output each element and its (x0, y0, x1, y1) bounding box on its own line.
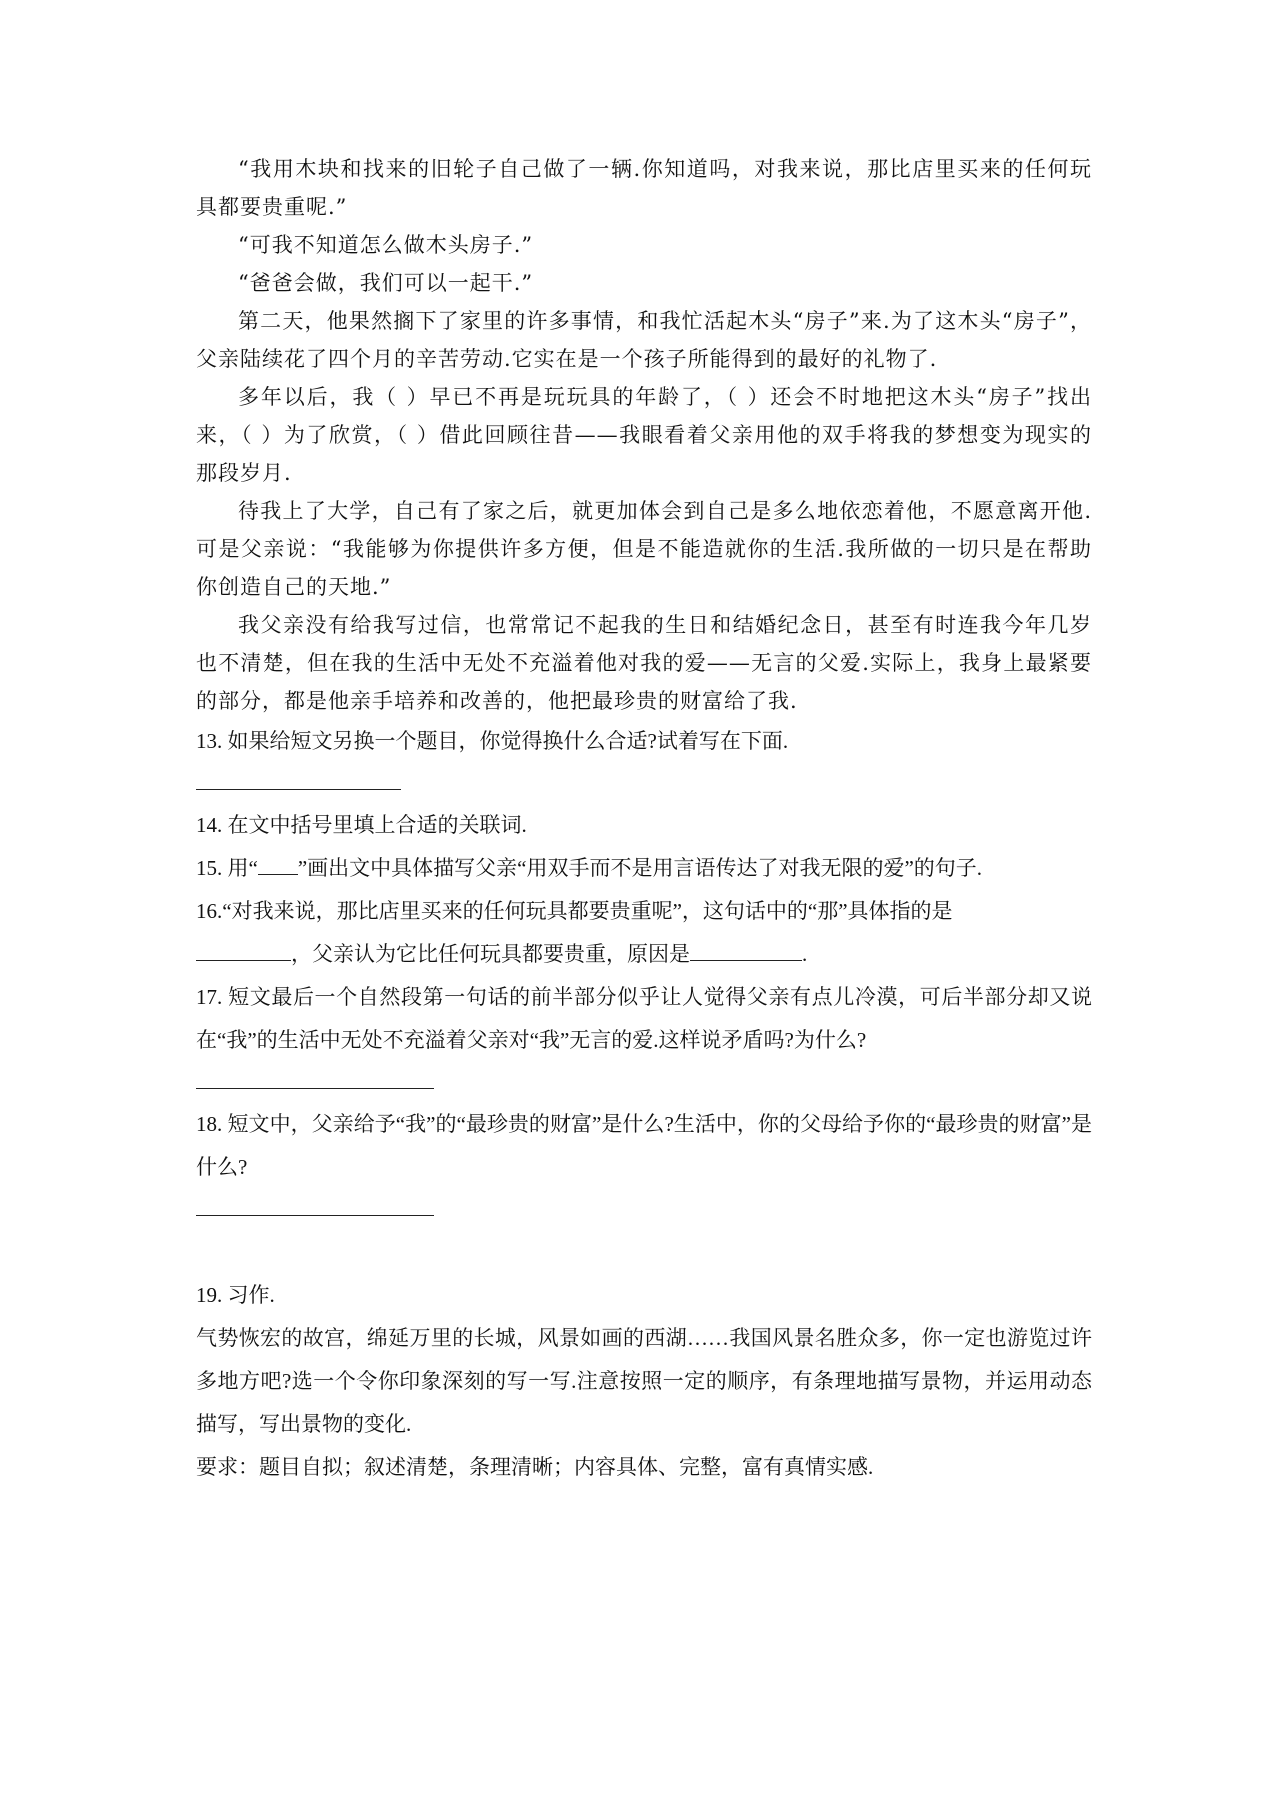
passage-paragraph-1: “我用木块和找来的旧轮子自己做了一辆.你知道吗，对我来说，那比店里买来的任何玩具都要贵重呢.” (196, 157, 1092, 219)
question-17: 17. 短文最后一个自然段第一句话的前半部分似乎让人觉得父亲有点儿冷漠，可后半部分却又说在“我”的生活中无处不充溢着父亲对“我”无言的爱.这样说矛盾吗?为什么? (196, 985, 1092, 1052)
answer-line-17[interactable] (196, 1066, 434, 1089)
question-13: 13. 如果给短文另换一个题目，你觉得换什么合适?试着写在下面. (196, 729, 789, 753)
question-15-part-b: ”画出文中具体描写父亲“用双手而不是用言语传达了对我无限的爱”的句子. (297, 856, 983, 880)
question-16-part-c: . (802, 942, 808, 966)
underline-sample (258, 853, 298, 875)
question-19-requirements: 要求：题目自拟；叙述清楚，条理清晰；内容具体、完整，富有真情实感. (196, 1455, 874, 1479)
passage-paragraph-2: “可我不知道怎么做木头房子.” (238, 233, 534, 257)
question-16-part-b: ，父亲认为它比任何玩具都要贵重，原因是 (291, 942, 690, 966)
question-14: 14. 在文中括号里填上合适的关联词. (196, 813, 527, 837)
spacer (196, 1230, 1092, 1274)
question-18: 18. 短文中，父亲给予“我”的“最珍贵的财富”是什么?生活中，你的父母给予你的“最珍贵的财富”是什么? (196, 1112, 1092, 1179)
answer-line-18[interactable] (196, 1193, 434, 1216)
question-15 (196, 847, 1092, 890)
question-16-part-a: 16.“对我来说，那比店里买来的任何玩具都要贵重呢”，这句话中的“那”具体指的是 (196, 899, 953, 923)
answer-blank-16-1[interactable] (196, 939, 291, 961)
passage-paragraph-6: 待我上了大学，自己有了家之后，就更加体会到自己是多么地依恋着他，不愿意离开他.可是父亲说：“我能够为你提供许多方便，但是不能造就你的生活.我所做的一切只是在帮助你创造自己的天地.” (196, 499, 1092, 599)
passage-paragraph-4: 第二天，他果然搁下了家里的许多事情，和我忙活起木头“房子”来.为了这木头“房子”，父亲陆续花了四个月的辛苦劳动.它实在是一个孩子所能得到的最好的礼物了. (196, 309, 1092, 371)
passage-paragraph-7: 我父亲没有给我写过信，也常常记不起我的生日和结婚纪念日，甚至有时连我今年几岁也不清楚，但在我的生活中无处不充溢着他对我的爱——无言的父爱.实际上，我身上最紧要的部分，都是他亲手培养和改善的，他把最珍贵的财富给了我. (196, 613, 1092, 713)
answer-line-13[interactable] (196, 767, 401, 790)
document-page (196, 150, 1092, 1489)
answer-blank-16-2[interactable] (690, 939, 802, 961)
question-19-title: 19. 习作. (196, 1283, 275, 1307)
question-19-body: 气势恢宏的故宫，绵延万里的长城，风景如画的西湖……我国风景名胜众多，你一定也游览过许多地方吧?选一个令你印象深刻的写一写.注意按照一定的顺序，有条理地描写景物，并运用动态描写，写出景物的变化. (196, 1326, 1092, 1436)
passage-paragraph-5: 多年以后，我（ ）早已不再是玩玩具的年龄了，（ ）还会不时地把这木头“房子”找出来，（ ）为了欣赏，（ ）借此回顾往昔——我眼看着父亲用他的双手将我的梦想变为现实的那段岁月. (196, 385, 1092, 485)
question-16 (196, 890, 1092, 976)
question-15-part-a: 15. 用“ (196, 856, 258, 880)
passage-paragraph-3: “爸爸会做，我们可以一起干.” (238, 271, 534, 295)
